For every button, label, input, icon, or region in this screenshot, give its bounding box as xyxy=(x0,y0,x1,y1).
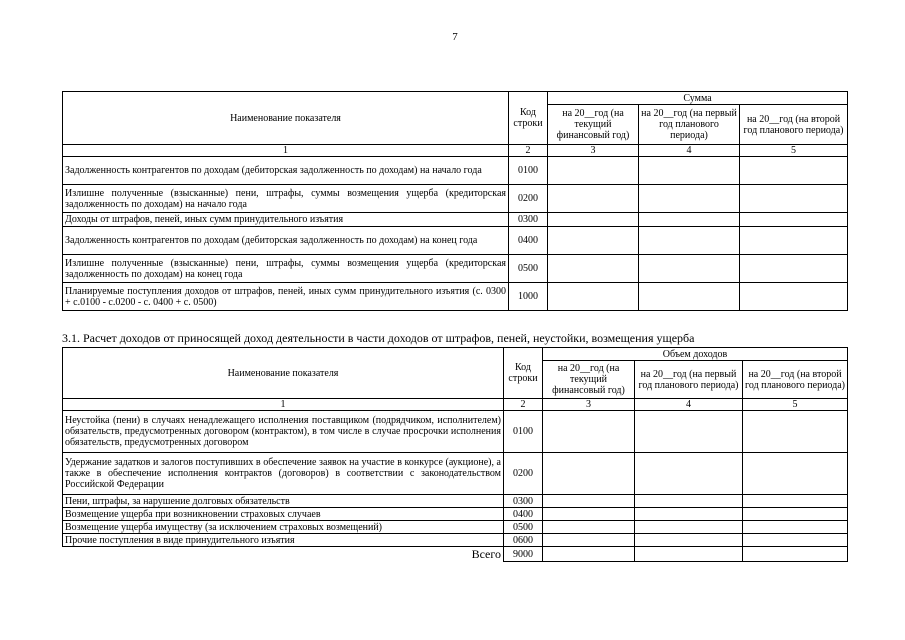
section-title: 3.1. Расчет доходов от приносящей доход деятельности в части доходов от штрафов, пеней, неустойки, возмещения ущерба xyxy=(62,331,695,345)
col-number: 4 xyxy=(639,145,740,157)
header-col4: на 20__год (на первый год планового периода) xyxy=(639,105,740,145)
table-row xyxy=(63,508,848,521)
value-cell[interactable] xyxy=(740,227,848,255)
value-cell[interactable] xyxy=(639,255,740,283)
table-row xyxy=(63,534,848,547)
table-row xyxy=(63,227,848,255)
row-name: Неустойка (пени) в случаях ненадлежащего исполнения поставщиком (подрядчиком, исполнителем) обязательств, предусмотренных договором (контрактом), в том числе в случае просрочки исполнения обязательств, предусмотренных договором xyxy=(63,411,504,453)
value-cell[interactable] xyxy=(639,157,740,185)
value-cell[interactable] xyxy=(743,453,848,495)
penalties-income-table xyxy=(62,347,848,562)
value-cell[interactable] xyxy=(543,521,635,534)
header-col5: на 20__год (на второй год планового периода) xyxy=(743,361,848,399)
value-cell[interactable] xyxy=(543,508,635,521)
value-cell[interactable] xyxy=(639,227,740,255)
value-cell[interactable] xyxy=(635,495,743,508)
value-cell[interactable] xyxy=(743,495,848,508)
value-cell[interactable] xyxy=(548,213,639,227)
value-cell[interactable] xyxy=(740,157,848,185)
value-cell[interactable] xyxy=(740,255,848,283)
header-sum-group: Сумма xyxy=(548,92,848,105)
table-row xyxy=(63,521,848,534)
value-cell[interactable] xyxy=(548,255,639,283)
value-cell[interactable] xyxy=(543,534,635,547)
value-cell[interactable] xyxy=(548,157,639,185)
row-code: 0300 xyxy=(509,213,548,227)
table-row xyxy=(63,213,848,227)
value-cell[interactable] xyxy=(635,453,743,495)
col-number: 5 xyxy=(740,145,848,157)
value-cell[interactable] xyxy=(548,185,639,213)
row-name: Излишне полученные (взысканные) пени, штрафы, суммы возмещения ущерба (кредиторская задолженность по доходам) на конец года xyxy=(63,255,509,283)
row-code: 0300 xyxy=(504,495,543,508)
row-code: 0400 xyxy=(509,227,548,255)
value-cell[interactable] xyxy=(543,453,635,495)
header-name: Наименование показателя xyxy=(63,348,504,399)
col-number: 1 xyxy=(63,399,504,411)
value-cell[interactable] xyxy=(743,508,848,521)
row-code: 0200 xyxy=(509,185,548,213)
header-col5: на 20__год (на второй год планового периода) xyxy=(740,105,848,145)
row-code: 0600 xyxy=(504,534,543,547)
column-number-row xyxy=(63,145,848,157)
value-cell[interactable] xyxy=(743,547,848,562)
col-number: 2 xyxy=(509,145,548,157)
value-cell[interactable] xyxy=(635,547,743,562)
page-number: 7 xyxy=(452,31,458,43)
row-code: 1000 xyxy=(509,283,548,311)
row-name: Прочие поступления в виде принудительного изъятия xyxy=(63,534,504,547)
value-cell[interactable] xyxy=(740,283,848,311)
row-code: 0500 xyxy=(509,255,548,283)
income-table xyxy=(62,91,848,311)
table-row xyxy=(63,185,848,213)
row-name: Задолженность контрагентов по доходам (дебиторская задолженность по доходам) на конец года xyxy=(63,227,509,255)
row-name: Удержание задатков и залогов поступивших в обеспечение заявок на участие в конкурсе (аукционе), а также в обеспечение исполнения контрактов (договоров) в соответствии с законодательством Российской Федерации xyxy=(63,453,504,495)
table-row xyxy=(63,495,848,508)
value-cell[interactable] xyxy=(635,508,743,521)
row-code: 0200 xyxy=(504,453,543,495)
value-cell[interactable] xyxy=(635,411,743,453)
col-number: 3 xyxy=(548,145,639,157)
value-cell[interactable] xyxy=(548,283,639,311)
table-row xyxy=(63,283,848,311)
row-name: Планируемые поступления доходов от штрафов, пеней, иных сумм принудительного изъятия (с. 0300 + с.0100 - с.0200 - с. 0400 + с. 0500) xyxy=(63,283,509,311)
header-col4: на 20__год (на первый год планового периода) xyxy=(635,361,743,399)
col-number: 3 xyxy=(543,399,635,411)
value-cell[interactable] xyxy=(639,213,740,227)
value-cell[interactable] xyxy=(548,227,639,255)
row-name: Возмещение ущерба имуществу (за исключением страховых возмещений) xyxy=(63,521,504,534)
header-code: Код строки xyxy=(509,92,548,145)
value-cell[interactable] xyxy=(743,411,848,453)
value-cell[interactable] xyxy=(639,185,740,213)
row-name: Возмещение ущерба при возникновении страховых случаев xyxy=(63,508,504,521)
value-cell[interactable] xyxy=(639,283,740,311)
value-cell[interactable] xyxy=(543,495,635,508)
row-name: Излишне полученные (взысканные) пени, штрафы, суммы возмещения ущерба (кредиторская задолженность по доходам) на начало года xyxy=(63,185,509,213)
value-cell[interactable] xyxy=(543,547,635,562)
value-cell[interactable] xyxy=(543,411,635,453)
row-code: 0500 xyxy=(504,521,543,534)
row-code: 0100 xyxy=(509,157,548,185)
total-label: Всего xyxy=(471,546,501,561)
row-name: Пени, штрафы, за нарушение долговых обязательств xyxy=(63,495,504,508)
table-row xyxy=(63,411,848,453)
col-number: 2 xyxy=(504,399,543,411)
header-col3: на 20__год (на текущий финансовый год) xyxy=(543,361,635,399)
row-code: 0400 xyxy=(504,508,543,521)
value-cell[interactable] xyxy=(740,185,848,213)
value-cell[interactable] xyxy=(743,534,848,547)
row-code: 0100 xyxy=(504,411,543,453)
table-row xyxy=(63,453,848,495)
col-number: 4 xyxy=(635,399,743,411)
header-sum-group: Объем доходов xyxy=(543,348,848,361)
header-col3: на 20__год (на текущий финансовый год) xyxy=(548,105,639,145)
total-code: 9000 xyxy=(504,547,543,562)
row-name: Доходы от штрафов, пеней, иных сумм принудительного изъятия xyxy=(63,213,509,227)
value-cell[interactable] xyxy=(635,534,743,547)
value-cell[interactable] xyxy=(740,213,848,227)
table-row xyxy=(63,157,848,185)
value-cell[interactable] xyxy=(743,521,848,534)
table-row xyxy=(63,255,848,283)
row-name: Задолженность контрагентов по доходам (дебиторская задолженность по доходам) на начало года xyxy=(63,157,509,185)
col-number: 5 xyxy=(743,399,848,411)
header-code: Код строки xyxy=(504,348,543,399)
column-number-row xyxy=(63,399,848,411)
value-cell[interactable] xyxy=(635,521,743,534)
col-number: 1 xyxy=(63,145,509,157)
header-name: Наименование показателя xyxy=(63,92,509,145)
total-row xyxy=(63,547,848,562)
